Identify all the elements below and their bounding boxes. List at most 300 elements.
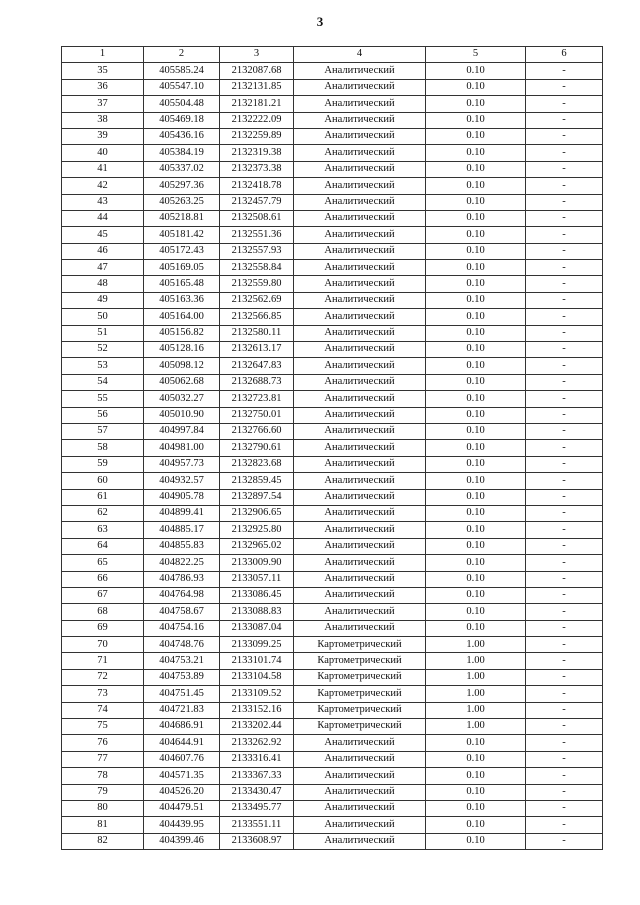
point-number-cell: 56 bbox=[62, 407, 144, 423]
point-number-cell: 55 bbox=[62, 391, 144, 407]
table-row bbox=[62, 784, 603, 800]
x-coordinate-cell: 404399.46 bbox=[144, 833, 220, 849]
table-row bbox=[62, 374, 603, 390]
table-row bbox=[62, 243, 603, 259]
description-cell: - bbox=[526, 112, 603, 128]
description-cell: - bbox=[526, 522, 603, 538]
point-number-cell: 65 bbox=[62, 555, 144, 571]
table-row bbox=[62, 145, 603, 161]
y-coordinate-cell: 2132790.61 bbox=[220, 440, 294, 456]
y-coordinate-cell: 2133009.90 bbox=[220, 555, 294, 571]
table-row bbox=[62, 456, 603, 472]
x-coordinate-cell: 405010.90 bbox=[144, 407, 220, 423]
x-coordinate-cell: 404822.25 bbox=[144, 555, 220, 571]
x-coordinate-cell: 404753.21 bbox=[144, 653, 220, 669]
y-coordinate-cell: 2132580.11 bbox=[220, 325, 294, 341]
y-coordinate-cell: 2132562.69 bbox=[220, 292, 294, 308]
x-coordinate-cell: 405156.82 bbox=[144, 325, 220, 341]
accuracy-cell: 0.10 bbox=[426, 342, 526, 358]
table-row bbox=[62, 63, 603, 79]
description-cell: - bbox=[526, 423, 603, 439]
method-cell: Картометрический bbox=[294, 653, 426, 669]
header-cell: 2 bbox=[144, 47, 220, 63]
x-coordinate-cell: 405504.48 bbox=[144, 96, 220, 112]
table-row bbox=[62, 112, 603, 128]
y-coordinate-cell: 2132906.65 bbox=[220, 505, 294, 521]
table-row bbox=[62, 178, 603, 194]
method-cell: Аналитический bbox=[294, 555, 426, 571]
point-number-cell: 73 bbox=[62, 686, 144, 702]
table-row bbox=[62, 768, 603, 784]
x-coordinate-cell: 405032.27 bbox=[144, 391, 220, 407]
point-number-cell: 82 bbox=[62, 833, 144, 849]
method-cell: Картометрический bbox=[294, 702, 426, 718]
description-cell: - bbox=[526, 702, 603, 718]
accuracy-cell: 1.00 bbox=[426, 637, 526, 653]
x-coordinate-cell: 405169.05 bbox=[144, 260, 220, 276]
accuracy-cell: 0.10 bbox=[426, 440, 526, 456]
table-row bbox=[62, 128, 603, 144]
point-number-cell: 48 bbox=[62, 276, 144, 292]
y-coordinate-cell: 2133430.47 bbox=[220, 784, 294, 800]
table-row bbox=[62, 653, 603, 669]
accuracy-cell: 0.10 bbox=[426, 63, 526, 79]
description-cell: - bbox=[526, 243, 603, 259]
method-cell: Аналитический bbox=[294, 423, 426, 439]
accuracy-cell: 0.10 bbox=[426, 243, 526, 259]
table-row bbox=[62, 194, 603, 210]
accuracy-cell: 0.10 bbox=[426, 79, 526, 95]
accuracy-cell: 0.10 bbox=[426, 784, 526, 800]
y-coordinate-cell: 2133099.25 bbox=[220, 637, 294, 653]
table-row bbox=[62, 702, 603, 718]
point-number-cell: 40 bbox=[62, 145, 144, 161]
x-coordinate-cell: 404607.76 bbox=[144, 751, 220, 767]
method-cell: Аналитический bbox=[294, 260, 426, 276]
y-coordinate-cell: 2133088.83 bbox=[220, 604, 294, 620]
accuracy-cell: 1.00 bbox=[426, 653, 526, 669]
description-cell: - bbox=[526, 161, 603, 177]
accuracy-cell: 0.10 bbox=[426, 522, 526, 538]
description-cell: - bbox=[526, 210, 603, 226]
point-number-cell: 39 bbox=[62, 128, 144, 144]
y-coordinate-cell: 2132566.85 bbox=[220, 309, 294, 325]
table-row bbox=[62, 407, 603, 423]
method-cell: Аналитический bbox=[294, 210, 426, 226]
table-row bbox=[62, 96, 603, 112]
table-row bbox=[62, 210, 603, 226]
table-row bbox=[62, 505, 603, 521]
method-cell: Аналитический bbox=[294, 178, 426, 194]
accuracy-cell: 0.10 bbox=[426, 620, 526, 636]
y-coordinate-cell: 2133262.92 bbox=[220, 735, 294, 751]
point-number-cell: 78 bbox=[62, 768, 144, 784]
description-cell: - bbox=[526, 833, 603, 849]
y-coordinate-cell: 2132688.73 bbox=[220, 374, 294, 390]
method-cell: Аналитический bbox=[294, 440, 426, 456]
accuracy-cell: 0.10 bbox=[426, 538, 526, 554]
description-cell: - bbox=[526, 128, 603, 144]
accuracy-cell: 1.00 bbox=[426, 686, 526, 702]
y-coordinate-cell: 2132551.36 bbox=[220, 227, 294, 243]
accuracy-cell: 0.10 bbox=[426, 505, 526, 521]
table-row bbox=[62, 292, 603, 308]
description-cell: - bbox=[526, 768, 603, 784]
method-cell: Аналитический bbox=[294, 309, 426, 325]
point-number-cell: 37 bbox=[62, 96, 144, 112]
x-coordinate-cell: 405062.68 bbox=[144, 374, 220, 390]
y-coordinate-cell: 2132557.93 bbox=[220, 243, 294, 259]
accuracy-cell: 0.10 bbox=[426, 178, 526, 194]
y-coordinate-cell: 2133495.77 bbox=[220, 800, 294, 816]
y-coordinate-cell: 2132647.83 bbox=[220, 358, 294, 374]
x-coordinate-cell: 404885.17 bbox=[144, 522, 220, 538]
accuracy-cell: 1.00 bbox=[426, 669, 526, 685]
x-coordinate-cell: 405469.18 bbox=[144, 112, 220, 128]
description-cell: - bbox=[526, 391, 603, 407]
table-row bbox=[62, 440, 603, 456]
table-row bbox=[62, 833, 603, 849]
method-cell: Аналитический bbox=[294, 96, 426, 112]
accuracy-cell: 0.10 bbox=[426, 276, 526, 292]
x-coordinate-cell: 404686.91 bbox=[144, 719, 220, 735]
accuracy-cell: 0.10 bbox=[426, 473, 526, 489]
accuracy-cell: 0.10 bbox=[426, 260, 526, 276]
description-cell: - bbox=[526, 276, 603, 292]
y-coordinate-cell: 2133202.44 bbox=[220, 719, 294, 735]
y-coordinate-cell: 2133109.52 bbox=[220, 686, 294, 702]
description-cell: - bbox=[526, 637, 603, 653]
table-row bbox=[62, 538, 603, 554]
table-row bbox=[62, 604, 603, 620]
method-cell: Аналитический bbox=[294, 587, 426, 603]
method-cell: Аналитический bbox=[294, 800, 426, 816]
description-cell: - bbox=[526, 178, 603, 194]
table-row bbox=[62, 227, 603, 243]
point-number-cell: 75 bbox=[62, 719, 144, 735]
y-coordinate-cell: 2132558.84 bbox=[220, 260, 294, 276]
point-number-cell: 45 bbox=[62, 227, 144, 243]
method-cell: Аналитический bbox=[294, 571, 426, 587]
table-row bbox=[62, 620, 603, 636]
description-cell: - bbox=[526, 227, 603, 243]
accuracy-cell: 0.10 bbox=[426, 210, 526, 226]
description-cell: - bbox=[526, 63, 603, 79]
y-coordinate-cell: 2132418.78 bbox=[220, 178, 294, 194]
method-cell: Аналитический bbox=[294, 112, 426, 128]
x-coordinate-cell: 405165.48 bbox=[144, 276, 220, 292]
method-cell: Аналитический bbox=[294, 833, 426, 849]
table-row bbox=[62, 719, 603, 735]
accuracy-cell: 0.10 bbox=[426, 145, 526, 161]
method-cell: Аналитический bbox=[294, 522, 426, 538]
method-cell: Аналитический bbox=[294, 79, 426, 95]
x-coordinate-cell: 404748.76 bbox=[144, 637, 220, 653]
point-number-cell: 36 bbox=[62, 79, 144, 95]
point-number-cell: 46 bbox=[62, 243, 144, 259]
y-coordinate-cell: 2133104.58 bbox=[220, 669, 294, 685]
y-coordinate-cell: 2133367.33 bbox=[220, 768, 294, 784]
x-coordinate-cell: 405181.42 bbox=[144, 227, 220, 243]
description-cell: - bbox=[526, 587, 603, 603]
description-cell: - bbox=[526, 751, 603, 767]
point-number-cell: 71 bbox=[62, 653, 144, 669]
accuracy-cell: 0.10 bbox=[426, 489, 526, 505]
point-number-cell: 64 bbox=[62, 538, 144, 554]
y-coordinate-cell: 2132859.45 bbox=[220, 473, 294, 489]
description-cell: - bbox=[526, 145, 603, 161]
point-number-cell: 77 bbox=[62, 751, 144, 767]
point-number-cell: 80 bbox=[62, 800, 144, 816]
point-number-cell: 61 bbox=[62, 489, 144, 505]
x-coordinate-cell: 405436.16 bbox=[144, 128, 220, 144]
method-cell: Аналитический bbox=[294, 145, 426, 161]
description-cell: - bbox=[526, 620, 603, 636]
accuracy-cell: 0.10 bbox=[426, 112, 526, 128]
accuracy-cell: 0.10 bbox=[426, 194, 526, 210]
point-number-cell: 35 bbox=[62, 63, 144, 79]
accuracy-cell: 0.10 bbox=[426, 96, 526, 112]
method-cell: Аналитический bbox=[294, 374, 426, 390]
table-row bbox=[62, 637, 603, 653]
method-cell: Картометрический bbox=[294, 719, 426, 735]
method-cell: Аналитический bbox=[294, 358, 426, 374]
y-coordinate-cell: 2132259.89 bbox=[220, 128, 294, 144]
point-number-cell: 79 bbox=[62, 784, 144, 800]
x-coordinate-cell: 405164.00 bbox=[144, 309, 220, 325]
method-cell: Аналитический bbox=[294, 456, 426, 472]
accuracy-cell: 0.10 bbox=[426, 817, 526, 833]
table-row bbox=[62, 489, 603, 505]
point-number-cell: 74 bbox=[62, 702, 144, 718]
point-number-cell: 54 bbox=[62, 374, 144, 390]
point-number-cell: 49 bbox=[62, 292, 144, 308]
y-coordinate-cell: 2132750.01 bbox=[220, 407, 294, 423]
accuracy-cell: 0.10 bbox=[426, 768, 526, 784]
method-cell: Аналитический bbox=[294, 620, 426, 636]
y-coordinate-cell: 2133152.16 bbox=[220, 702, 294, 718]
table-row bbox=[62, 309, 603, 325]
description-cell: - bbox=[526, 669, 603, 685]
point-number-cell: 59 bbox=[62, 456, 144, 472]
x-coordinate-cell: 404753.89 bbox=[144, 669, 220, 685]
accuracy-cell: 0.10 bbox=[426, 604, 526, 620]
x-coordinate-cell: 405218.81 bbox=[144, 210, 220, 226]
description-cell: - bbox=[526, 800, 603, 816]
point-number-cell: 53 bbox=[62, 358, 144, 374]
table-row bbox=[62, 571, 603, 587]
x-coordinate-cell: 405337.02 bbox=[144, 161, 220, 177]
method-cell: Аналитический bbox=[294, 342, 426, 358]
table-row bbox=[62, 391, 603, 407]
header-cell: 3 bbox=[220, 47, 294, 63]
x-coordinate-cell: 404855.83 bbox=[144, 538, 220, 554]
description-cell: - bbox=[526, 686, 603, 702]
accuracy-cell: 0.10 bbox=[426, 161, 526, 177]
method-cell: Картометрический bbox=[294, 669, 426, 685]
x-coordinate-cell: 404751.45 bbox=[144, 686, 220, 702]
header-cell: 5 bbox=[426, 47, 526, 63]
point-number-cell: 67 bbox=[62, 587, 144, 603]
x-coordinate-cell: 404754.16 bbox=[144, 620, 220, 636]
accuracy-cell: 0.10 bbox=[426, 128, 526, 144]
method-cell: Аналитический bbox=[294, 276, 426, 292]
description-cell: - bbox=[526, 309, 603, 325]
header-cell: 1 bbox=[62, 47, 144, 63]
point-number-cell: 66 bbox=[62, 571, 144, 587]
table-row bbox=[62, 751, 603, 767]
x-coordinate-cell: 404764.98 bbox=[144, 587, 220, 603]
method-cell: Аналитический bbox=[294, 161, 426, 177]
y-coordinate-cell: 2132897.54 bbox=[220, 489, 294, 505]
table-row bbox=[62, 686, 603, 702]
page-number: 3 bbox=[316, 14, 324, 29]
table-row bbox=[62, 276, 603, 292]
x-coordinate-cell: 405585.24 bbox=[144, 63, 220, 79]
point-number-cell: 58 bbox=[62, 440, 144, 456]
point-number-cell: 72 bbox=[62, 669, 144, 685]
y-coordinate-cell: 2132222.09 bbox=[220, 112, 294, 128]
table-row bbox=[62, 161, 603, 177]
table-row bbox=[62, 669, 603, 685]
y-coordinate-cell: 2133057.11 bbox=[220, 571, 294, 587]
description-cell: - bbox=[526, 571, 603, 587]
point-number-cell: 42 bbox=[62, 178, 144, 194]
point-number-cell: 69 bbox=[62, 620, 144, 636]
method-cell: Аналитический bbox=[294, 325, 426, 341]
method-cell: Аналитический bbox=[294, 243, 426, 259]
x-coordinate-cell: 404526.20 bbox=[144, 784, 220, 800]
y-coordinate-cell: 2132457.79 bbox=[220, 194, 294, 210]
description-cell: - bbox=[526, 325, 603, 341]
y-coordinate-cell: 2133086.45 bbox=[220, 587, 294, 603]
y-coordinate-cell: 2132319.38 bbox=[220, 145, 294, 161]
accuracy-cell: 0.10 bbox=[426, 555, 526, 571]
table-row bbox=[62, 423, 603, 439]
method-cell: Аналитический bbox=[294, 768, 426, 784]
accuracy-cell: 0.10 bbox=[426, 800, 526, 816]
point-number-cell: 52 bbox=[62, 342, 144, 358]
description-cell: - bbox=[526, 555, 603, 571]
description-cell: - bbox=[526, 505, 603, 521]
accuracy-cell: 1.00 bbox=[426, 719, 526, 735]
accuracy-cell: 0.10 bbox=[426, 325, 526, 341]
table-row bbox=[62, 522, 603, 538]
method-cell: Аналитический bbox=[294, 407, 426, 423]
y-coordinate-cell: 2133608.97 bbox=[220, 833, 294, 849]
table-row bbox=[62, 555, 603, 571]
accuracy-cell: 0.10 bbox=[426, 374, 526, 390]
y-coordinate-cell: 2132723.81 bbox=[220, 391, 294, 407]
accuracy-cell: 0.10 bbox=[426, 571, 526, 587]
y-coordinate-cell: 2132131.85 bbox=[220, 79, 294, 95]
description-cell: - bbox=[526, 473, 603, 489]
table-header-row bbox=[62, 47, 603, 63]
y-coordinate-cell: 2133101.74 bbox=[220, 653, 294, 669]
description-cell: - bbox=[526, 374, 603, 390]
point-number-cell: 81 bbox=[62, 817, 144, 833]
x-coordinate-cell: 405163.36 bbox=[144, 292, 220, 308]
point-number-cell: 41 bbox=[62, 161, 144, 177]
accuracy-cell: 0.10 bbox=[426, 735, 526, 751]
y-coordinate-cell: 2132823.68 bbox=[220, 456, 294, 472]
x-coordinate-cell: 404439.95 bbox=[144, 817, 220, 833]
table-row bbox=[62, 587, 603, 603]
x-coordinate-cell: 404786.93 bbox=[144, 571, 220, 587]
method-cell: Аналитический bbox=[294, 227, 426, 243]
x-coordinate-cell: 404479.51 bbox=[144, 800, 220, 816]
point-number-cell: 57 bbox=[62, 423, 144, 439]
description-cell: - bbox=[526, 260, 603, 276]
point-number-cell: 62 bbox=[62, 505, 144, 521]
x-coordinate-cell: 405172.43 bbox=[144, 243, 220, 259]
method-cell: Картометрический bbox=[294, 637, 426, 653]
method-cell: Аналитический bbox=[294, 63, 426, 79]
accuracy-cell: 0.10 bbox=[426, 292, 526, 308]
accuracy-cell: 0.10 bbox=[426, 407, 526, 423]
description-cell: - bbox=[526, 489, 603, 505]
table-row bbox=[62, 260, 603, 276]
accuracy-cell: 0.10 bbox=[426, 358, 526, 374]
description-cell: - bbox=[526, 358, 603, 374]
y-coordinate-cell: 2132925.80 bbox=[220, 522, 294, 538]
accuracy-cell: 0.10 bbox=[426, 423, 526, 439]
y-coordinate-cell: 2133551.11 bbox=[220, 817, 294, 833]
x-coordinate-cell: 404905.78 bbox=[144, 489, 220, 505]
point-number-cell: 76 bbox=[62, 735, 144, 751]
y-coordinate-cell: 2132181.21 bbox=[220, 96, 294, 112]
description-cell: - bbox=[526, 817, 603, 833]
description-cell: - bbox=[526, 342, 603, 358]
point-number-cell: 51 bbox=[62, 325, 144, 341]
x-coordinate-cell: 405098.12 bbox=[144, 358, 220, 374]
method-cell: Аналитический bbox=[294, 128, 426, 144]
method-cell: Аналитический bbox=[294, 473, 426, 489]
table-row bbox=[62, 473, 603, 489]
accuracy-cell: 0.10 bbox=[426, 587, 526, 603]
y-coordinate-cell: 2132373.38 bbox=[220, 161, 294, 177]
accuracy-cell: 1.00 bbox=[426, 702, 526, 718]
accuracy-cell: 0.10 bbox=[426, 456, 526, 472]
method-cell: Аналитический bbox=[294, 292, 426, 308]
x-coordinate-cell: 404899.41 bbox=[144, 505, 220, 521]
description-cell: - bbox=[526, 604, 603, 620]
y-coordinate-cell: 2132965.02 bbox=[220, 538, 294, 554]
description-cell: - bbox=[526, 653, 603, 669]
description-cell: - bbox=[526, 96, 603, 112]
description-cell: - bbox=[526, 538, 603, 554]
description-cell: - bbox=[526, 719, 603, 735]
accuracy-cell: 0.10 bbox=[426, 391, 526, 407]
table-body bbox=[62, 63, 603, 850]
header-cell: 4 bbox=[294, 47, 426, 63]
x-coordinate-cell: 404981.00 bbox=[144, 440, 220, 456]
method-cell: Аналитический bbox=[294, 604, 426, 620]
method-cell: Аналитический bbox=[294, 194, 426, 210]
method-cell: Аналитический bbox=[294, 784, 426, 800]
x-coordinate-cell: 404957.73 bbox=[144, 456, 220, 472]
x-coordinate-cell: 405384.19 bbox=[144, 145, 220, 161]
x-coordinate-cell: 404571.35 bbox=[144, 768, 220, 784]
x-coordinate-cell: 404997.84 bbox=[144, 423, 220, 439]
accuracy-cell: 0.10 bbox=[426, 833, 526, 849]
method-cell: Аналитический bbox=[294, 751, 426, 767]
description-cell: - bbox=[526, 79, 603, 95]
method-cell: Аналитический bbox=[294, 391, 426, 407]
y-coordinate-cell: 2132559.80 bbox=[220, 276, 294, 292]
table-row bbox=[62, 735, 603, 751]
method-cell: Аналитический bbox=[294, 735, 426, 751]
